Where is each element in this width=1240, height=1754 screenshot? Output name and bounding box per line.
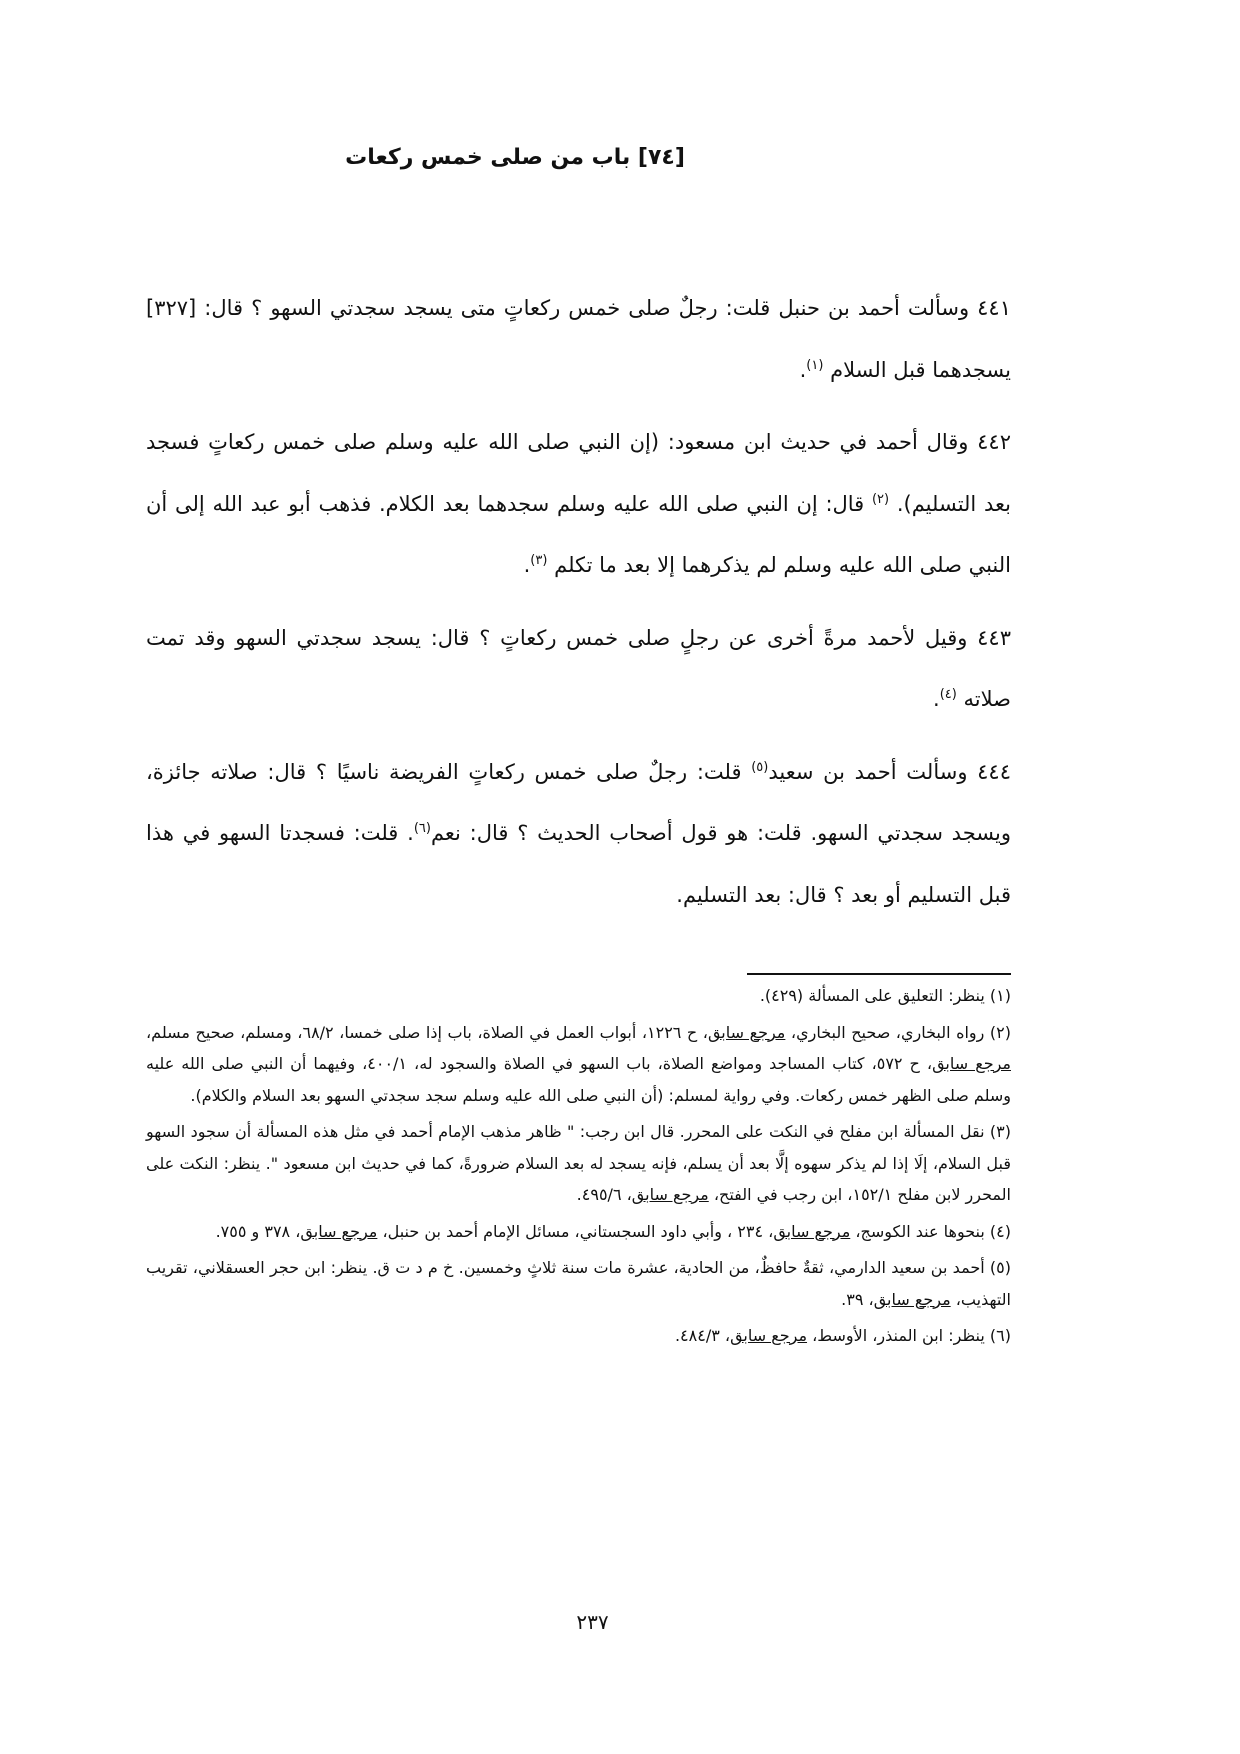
footnote-2-text-cont: ، ح ١٢٢٦، أبواب العمل في الصلاة، باب إذا صلى خمسا، ٦٨/٢، ومسلم، صحيح مسلم، (146, 1022, 708, 1042)
issue-444 (146, 742, 1011, 927)
main-text (146, 278, 1011, 926)
issue-443-end: . (933, 687, 940, 711)
footnote-3-text-end: ، ٤٩٥/٦. (576, 1185, 632, 1204)
footnote-4-text-cont: ، ٢٣٤ ، وأبي داود السجستاني، مسائل الإمام أحمد بن حنبل، (377, 1221, 774, 1241)
page-number: ٢٣٧ (576, 1610, 609, 1634)
issue-443 (146, 608, 1011, 731)
footnote-3-text: (٣) نقل المسألة ابن مفلح في النكت على المحرر. قال ابن رجب: " ظاهر مذهب الإمام أحمد في مثل هذه المسألة أن سجود السهو قبل السلام، إلَا إذا لم يذكر سهوه إلَّا بعد أن يسلم، فإنه يسجد له بعد السلام ضرورةً، كما في حديث ابن مسعود ". ينظر: النكت على المحرر لابن مفلح ١٥٢/١، ابن رجب في الفتح، (146, 1122, 1011, 1204)
footnote-2-ref-2: مرجع سابق (932, 1054, 1011, 1073)
footnote-6-text: (٦) ينظر: ابن المنذر، الأوسط، (807, 1326, 1011, 1345)
footnote-5 (146, 1252, 1011, 1315)
footnote-ref-1[interactable]: (١) (806, 357, 824, 373)
footnote-5-text-end: ، ٣٩. (841, 1289, 874, 1309)
footnote-2 (146, 1017, 1011, 1112)
footnote-4-text: (٤) بنحوها عند الكوسج، (850, 1221, 1011, 1241)
footnote-4-text-end: ، ٣٧٨ و ٧٥٥. (215, 1221, 301, 1241)
footnote-1: (١) ينظر: التعليق على المسألة (٤٢٩). (759, 986, 1011, 1005)
footnote-5-text: (٥) أحمد بن سعيد الدارمي، ثقةٌ حافظٌ، من الحادية، عشرة مات سنة ثلاثٍ وخمسين. خ م د ت ق. ينظر: ابن حجر العسقلاني، تقريب التهذيب، (146, 1258, 1011, 1309)
issue-442 (146, 412, 1011, 597)
footnote-5-ref-1: مرجع سابق (873, 1289, 951, 1309)
footnote-ref-2[interactable]: (٢) (871, 491, 890, 507)
issue-442-end: . (523, 553, 531, 577)
footnote-ref-6[interactable]: (٦) (413, 821, 431, 836)
footnote-6 (146, 1320, 1011, 1352)
footnote-ref-4[interactable]: (٤) (939, 687, 957, 702)
footnote-ref-3[interactable]: (٣) (530, 553, 548, 568)
issue-441-end: . (799, 357, 807, 382)
footnote-6-ref-1: مرجع سابق (730, 1326, 808, 1345)
footnote-4-ref-1: مرجع سابق (773, 1221, 851, 1241)
footnote-3 (146, 1116, 1011, 1211)
footnote-2-text-end: ، ح ٥٧٢، كتاب المساجد ومواضع الصلاة، باب السهو في الصلاة والسجود له، ٤٠٠/١، وفيهما أن النبي صلى الله عليه وسلم صلى الظهر خمس ركعات. وفي رواية لمسلم: (أن النبي صلى الله عليه وسلم سجد سجدتي السهو بعد السلام والكلام). (146, 1054, 1011, 1105)
issue-444-end: . قلت: فسجدتا السهو في هذا قبل التسليم أو بعد ؟ قال: بعد التسليم. (146, 821, 1011, 907)
issue-444-text: ٤٤٤ وسألت أحمد بن سعيد (768, 759, 1011, 784)
issue-442-text: ٤٤٢ وقال أحمد في حديث ابن مسعود: (إن النبي صلى الله عليه وسلم صلى خمس ركعاتٍ فسجد بعد التسليم). (146, 430, 1011, 516)
footnote-4 (146, 1216, 1011, 1248)
issue-443-text: ٤٤٣ وقيل لأحمد مرةً أخرى عن رجلٍ صلى خمس ركعاتٍ ؟ قال: يسجد سجدتي السهو وقد تمت صلاته (146, 625, 1011, 711)
footnotes (146, 980, 1011, 1352)
footnote-3-ref-1: مرجع سابق (631, 1185, 709, 1204)
footnote-6-text-end: ، ٤٨٤/٣. (674, 1326, 731, 1345)
chapter-title: [٧٤] باب من صلى خمس ركعات (345, 145, 685, 170)
footnote-4-ref-2: مرجع سابق (300, 1221, 378, 1241)
issue-444-text-cont: قلت: رجلٌ صلى خمس ركعاتٍ الفريضة ناسيًا ؟ قال: صلاته جائزة، ويسجد سجدتي السهو. قلت: هو قول أصحاب الحديث ؟ قال: نعم (146, 759, 1011, 845)
issue-441-text: ٤٤١ وسألت أحمد بن حنبل قلت: رجلٌ صلى خمس ركعاتٍ متى يسجد سجدتي السهو ؟ قال: [٣٢٧] يسجدهما قبل السلام (146, 296, 1011, 382)
issue-442-text-cont: قال: إن النبي صلى الله عليه وسلم سجدهما بعد الكلام. فذهب أبو عبد الله إلى أن النبي صلى الله عليه وسلم لم يذكرهما إلا بعد ما تكلم (146, 491, 1011, 577)
footnote-ref-5[interactable]: (٥) (751, 759, 769, 775)
footnote-2-text: (٢) رواه البخاري، صحيح البخاري، (785, 1022, 1011, 1042)
footnote-2-ref-1: مرجع سابق (707, 1022, 786, 1042)
issue-441 (146, 278, 1011, 401)
footnote-separator (747, 973, 1011, 975)
